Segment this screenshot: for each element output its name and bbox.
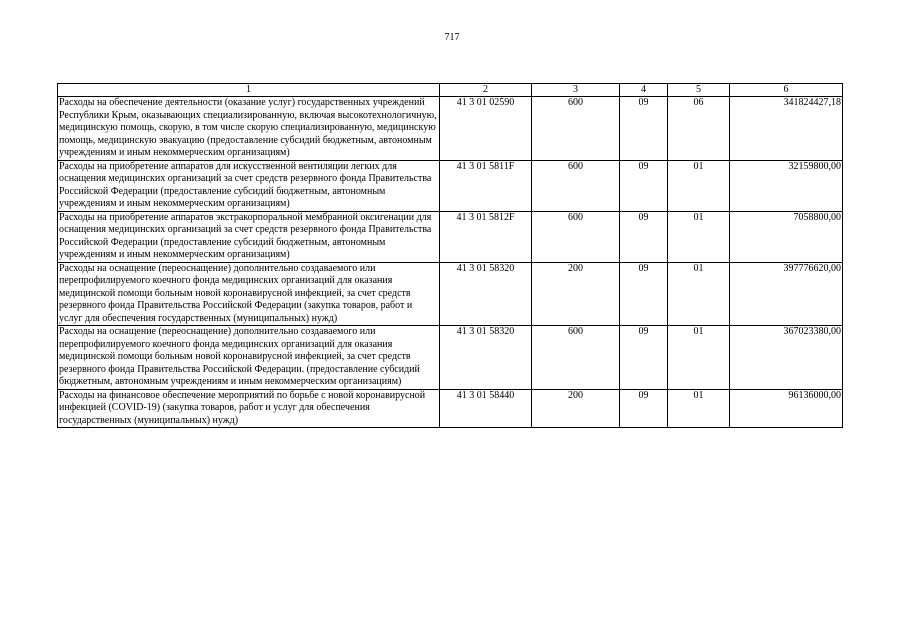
column-header-6: 6 xyxy=(730,84,843,97)
target-article-code-cell: 41 3 01 5812F xyxy=(440,211,532,262)
expense-name-cell: Расходы на оснащение (переоснащение) дополнительно создаваемого или перепрофилируемого коечного фонда медицинских организаций для оказания медицинской помощи больным новой коронавирусной инфекцией, за счет средств резервного фонда Правительства Российской Федерации (закупка товаров, работ и услуг для обеспечения государственных (муниципальных) нужд) xyxy=(58,262,440,326)
subsection-cell: 01 xyxy=(668,326,730,390)
amount-cell: 7058800,00 xyxy=(730,211,843,262)
expense-name-cell: Расходы на финансовое обеспечение мероприятий по борьбе с новой коронавирусной инфекцией (COVID-19) (закупка товаров, работ и услуг для обеспечения государственных (муниципальных) нужд) xyxy=(58,389,440,428)
target-article-code-cell: 41 3 01 58440 xyxy=(440,389,532,428)
column-header-3: 3 xyxy=(532,84,620,97)
amount-cell: 397776620,00 xyxy=(730,262,843,326)
page-number: 717 xyxy=(444,32,460,43)
amount-cell: 96136000,00 xyxy=(730,389,843,428)
table-row xyxy=(58,262,843,326)
expense-name-cell: Расходы на приобретение аппаратов экстракорпоральной мембранной оксигенации для оснащения медицинских организаций за счет средств резервного фонда Правительства Российской Федерации (предоставление субсидий бюджетным, автономным учреждениям и иным некоммерческим организациям) xyxy=(58,211,440,262)
expense-name-cell: Расходы на обеспечение деятельности (оказание услуг) государственных учреждений Республики Крым, оказывающих специализированную, включая высокотехнологичную, медицинскую помощь, скорую, в том числе скорую специализированную, медицинскую помощь, медицинскую эвакуацию (предоставление субсидий бюджетным, автономным учреждениям и иным некоммерческим организациям) xyxy=(58,97,440,161)
table-row xyxy=(58,97,843,161)
subsection-cell: 01 xyxy=(668,211,730,262)
expense-type-cell: 200 xyxy=(532,262,620,326)
expense-type-cell: 600 xyxy=(532,97,620,161)
section-cell: 09 xyxy=(620,262,668,326)
table-row xyxy=(58,211,843,262)
target-article-code-cell: 41 3 01 58320 xyxy=(440,262,532,326)
expense-name-cell: Расходы на приобретение аппаратов для искусственной вентиляции легких для оснащения медицинских организаций за счет средств резервного фонда Правительства Российской Федерации (предоставление субсидий бюджетным, автономным учреждениям и иным некоммерческим организациям) xyxy=(58,160,440,211)
table-row xyxy=(58,326,843,390)
column-header-5: 5 xyxy=(668,84,730,97)
amount-cell: 32159800,00 xyxy=(730,160,843,211)
subsection-cell: 01 xyxy=(668,160,730,211)
table-row xyxy=(58,160,843,211)
column-header-2: 2 xyxy=(440,84,532,97)
subsection-cell: 06 xyxy=(668,97,730,161)
section-cell: 09 xyxy=(620,97,668,161)
expense-type-cell: 600 xyxy=(532,160,620,211)
expense-type-cell: 600 xyxy=(532,326,620,390)
column-header-1: 1 xyxy=(58,84,440,97)
expense-name-cell: Расходы на оснащение (переоснащение) дополнительно создаваемого или перепрофилируемого коечного фонда медицинских организаций для оказания медицинской помощи больным новой коронавирусной инфекцией, за счет средств резервного фонда Правительства Российской Федерации. (предоставление субсидий бюджетным, автономным учреждениям и иным некоммерческим организациям) xyxy=(58,326,440,390)
amount-cell: 367023380,00 xyxy=(730,326,843,390)
expense-type-cell: 600 xyxy=(532,211,620,262)
amount-cell: 341824427,18 xyxy=(730,97,843,161)
table-row xyxy=(58,389,843,428)
section-cell: 09 xyxy=(620,389,668,428)
section-cell: 09 xyxy=(620,160,668,211)
target-article-code-cell: 41 3 01 58320 xyxy=(440,326,532,390)
section-cell: 09 xyxy=(620,211,668,262)
subsection-cell: 01 xyxy=(668,262,730,326)
section-cell: 09 xyxy=(620,326,668,390)
expense-type-cell: 200 xyxy=(532,389,620,428)
subsection-cell: 01 xyxy=(668,389,730,428)
budget-table xyxy=(57,83,843,428)
target-article-code-cell: 41 3 01 02590 xyxy=(440,97,532,161)
table-header-row xyxy=(58,84,843,97)
target-article-code-cell: 41 3 01 5811F xyxy=(440,160,532,211)
column-header-4: 4 xyxy=(620,84,668,97)
